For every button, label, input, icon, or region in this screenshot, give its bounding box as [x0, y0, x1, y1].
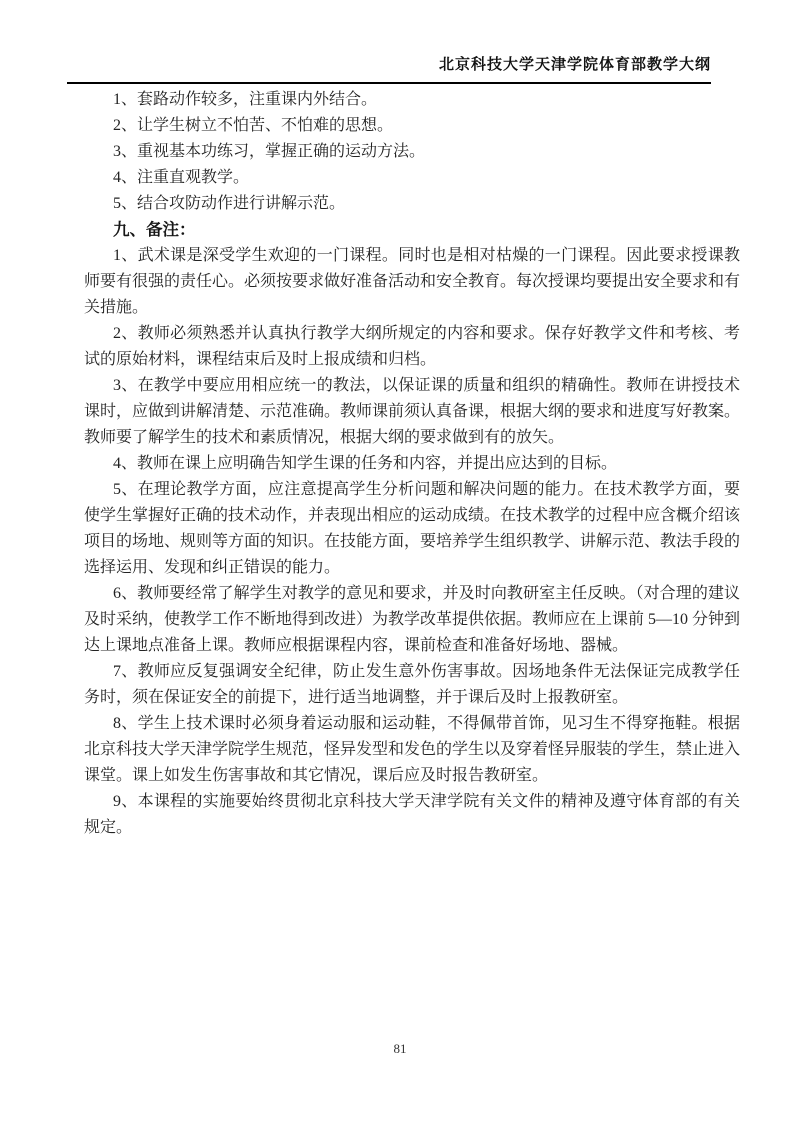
intro-item-4: 4、注重直观教学。	[113, 169, 250, 186]
intro-item-2: 2、让学生树立不怕苦、不怕难的思想。	[113, 117, 394, 134]
intro-item-3: 3、重视基本功练习，掌握正确的运动方法。	[113, 143, 426, 160]
page-number: 81	[393, 1041, 407, 1056]
section-heading-remarks: 九、备注：	[113, 220, 196, 239]
remark-paragraph-1: 1、武术课是深受学生欢迎的一门课程。同时也是相对枯燥的一门课程。因此要求授课教师要有很强的责任心。必须按要求做好准备活动和安全教育。每次授课均要提出安全要求和有关措施。	[84, 247, 741, 316]
page-header	[67, 55, 711, 84]
header-title: 北京科技大学天津学院体育部教学大纲	[438, 57, 711, 73]
document-body	[84, 87, 740, 841]
remark-paragraph-8: 8、学生上技术课时必须身着运动服和运动鞋，不得佩带首饰，见习生不得穿拖鞋。根据北京科技大学天津学院学生规范，怪异发型和发色的学生以及穿着怪异服装的学生，禁止进入课堂。课上如发生伤害事故和其它情况，课后应及时报告教研室。	[84, 715, 741, 784]
remark-paragraph-7: 7、教师应反复强调安全纪律，防止发生意外伤害事故。因场地条件无法保证完成教学任务时，须在保证安全的前提下，进行适当地调整，并于课后及时上报教研室。	[84, 663, 740, 706]
remark-paragraph-9: 9、本课程的实施要始终贯彻北京科技大学天津学院有关文件的精神及遵守体育部的有关规定。	[84, 793, 740, 836]
remark-paragraph-4: 4、教师在课上应明确告知学生课的任务和内容，并提出应达到的目标。	[113, 455, 618, 472]
intro-item-5: 5、结合攻防动作进行讲解示范。	[113, 195, 346, 212]
remark-paragraph-2: 2、教师必须熟悉并认真执行教学大纲所规定的内容和要求。保存好教学文件和考核、考试的原始材料，课程结束后及时上报成绩和归档。	[84, 325, 740, 368]
intro-item-1: 1、套路动作较多，注重课内外结合。	[113, 91, 378, 108]
page-footer	[0, 1041, 800, 1057]
remark-paragraph-5: 5、在理论教学方面，应注意提高学生分析问题和解决问题的能力。在技术教学方面，要使学生掌握好正确的技术动作，并表现出相应的运动成绩。在技术教学的过程中应含概介绍该项目的场地、规则等方面的知识。在技能方面，要培养学生组织教学、讲解示范、教法手段的选择运用、发现和纠正错误的能力。	[84, 481, 741, 576]
remark-paragraph-6: 6、教师要经常了解学生对教学的意见和要求，并及时向教研室主任反映。（对合理的建议及时采纳，使教学工作不断地得到改进）为教学改革提供依据。教师应在上课前 5—10 分钟到达上课地点准备上课。教师应根据课程内容，课前检查和准备好场地、器械。	[84, 585, 741, 654]
remark-paragraph-3: 3、在教学中要应用相应统一的教法，以保证课的质量和组织的精确性。教师在讲授技术课时，应做到讲解清楚、示范准确。教师课前须认真备课，根据大纲的要求和进度写好教案。教师要了解学生的技术和素质情况，根据大纲的要求做到有的放矢。	[84, 377, 741, 446]
